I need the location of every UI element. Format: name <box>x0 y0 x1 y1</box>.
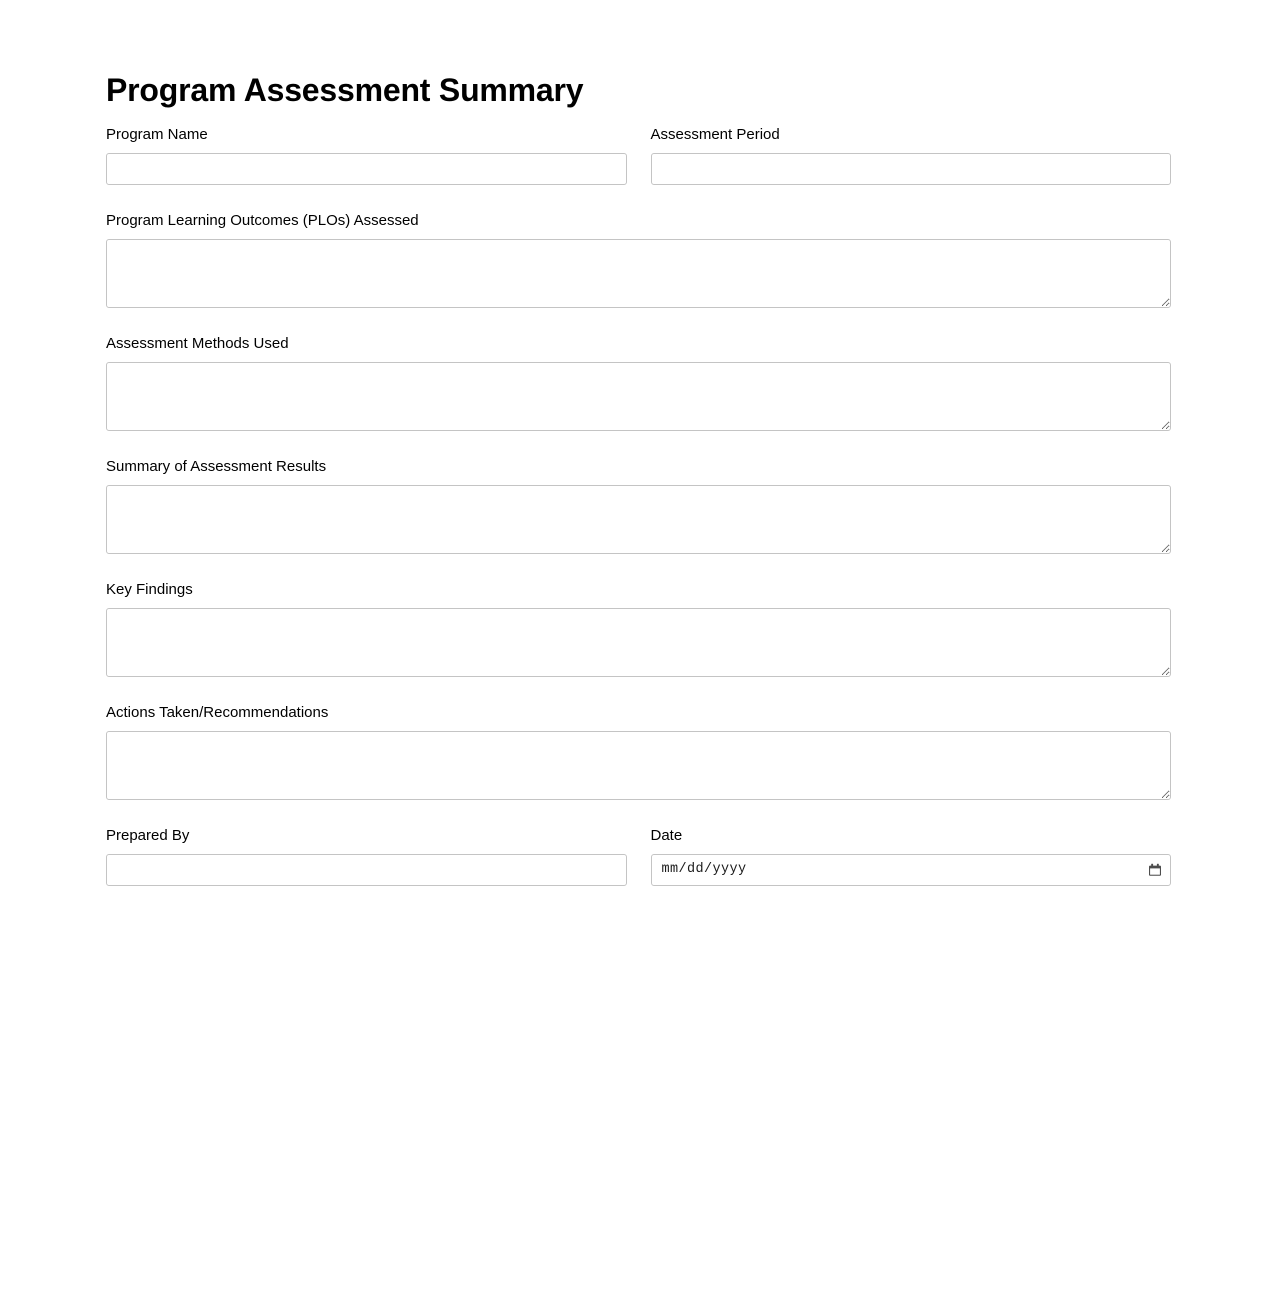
date-input-wrapper <box>651 854 1172 886</box>
date-input[interactable] <box>651 854 1172 886</box>
label-summary-results: Summary of Assessment Results <box>106 457 327 475</box>
row-preparedby-date <box>106 826 1171 912</box>
actions-recommendations-textarea[interactable] <box>106 731 1171 800</box>
row-program-period <box>106 125 1171 211</box>
assessment-methods-textarea[interactable] <box>106 362 1171 431</box>
assessment-period-input[interactable] <box>651 153 1172 185</box>
label-assessment-period: Assessment Period <box>650 125 780 143</box>
label-date: Date <box>650 826 683 844</box>
label-prepared-by: Prepared By <box>106 826 190 844</box>
summary-results-textarea[interactable] <box>106 485 1171 554</box>
label-program-name: Program Name <box>106 125 208 143</box>
field-assessment-methods <box>106 334 1171 431</box>
label-actions-recommendations: Actions Taken/Recommendations <box>106 703 329 721</box>
field-key-findings <box>106 580 1171 677</box>
field-actions-recommendations <box>106 703 1171 800</box>
prepared-by-input[interactable] <box>106 854 627 886</box>
program-name-input[interactable] <box>106 153 627 185</box>
field-summary-results <box>106 457 1171 554</box>
field-prepared-by <box>106 826 627 912</box>
calendar-icon[interactable] <box>1148 863 1162 877</box>
label-key-findings: Key Findings <box>106 580 193 598</box>
label-plos-assessed: Program Learning Outcomes (PLOs) Assessed <box>106 211 419 229</box>
field-program-name <box>106 125 627 211</box>
plos-assessed-textarea[interactable] <box>106 239 1171 308</box>
field-date <box>651 826 1172 912</box>
field-plos-assessed <box>106 211 1171 308</box>
page-title: Program Assessment Summary <box>106 72 584 108</box>
field-assessment-period <box>651 125 1172 211</box>
date-format-hint: mm/dd/yyyy <box>661 862 747 878</box>
label-assessment-methods: Assessment Methods Used <box>106 334 289 352</box>
key-findings-textarea[interactable] <box>106 608 1171 677</box>
